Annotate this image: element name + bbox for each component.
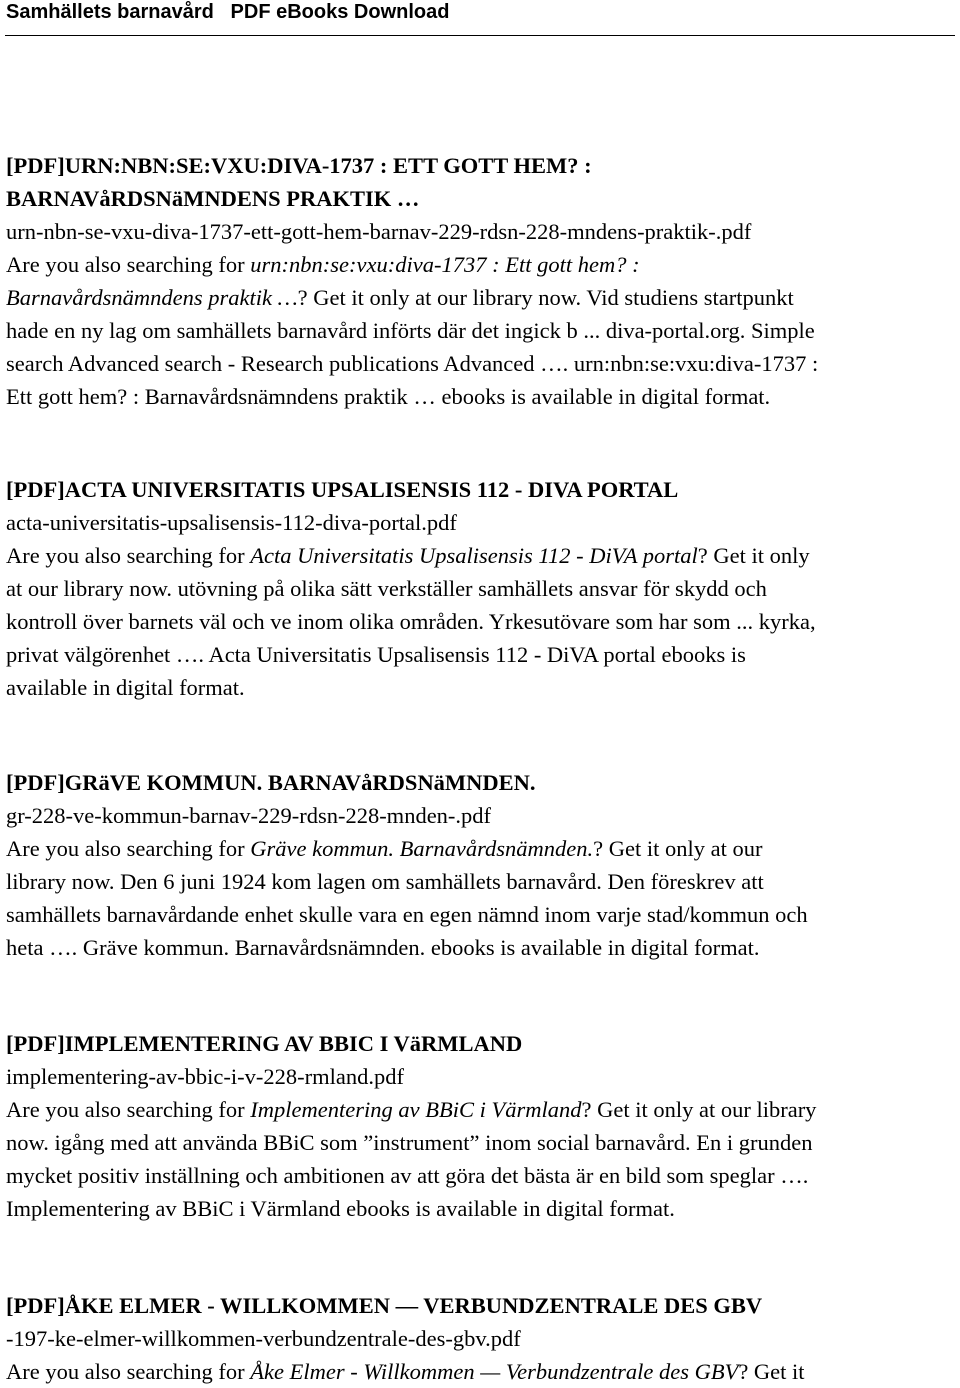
entry-search-term: Barnavårdsnämndens praktik … [6,285,298,310]
entry-title[interactable]: [PDF]URN:NBN:SE:VXU:DIVA-1737 : ETT GOTT HEM? : BARNAVåRDSNäMNDENS PRAKTIK … [6,153,592,211]
page-title [6,0,449,24]
entry-description-line: Are you also searching for urn:nbn:se:vxu:diva-1737 : Ett gott hem? : [6,252,640,277]
page-header [0,0,960,38]
entry-search-term: Gräve kommun. Barnavårdsnämnden. [250,836,594,861]
entry-description-line: available in digital format. [6,675,245,700]
header-divider [5,35,955,36]
ebook-entry [6,766,952,964]
entry-title[interactable]: [PDF]ÅKE ELMER - WILLKOMMEN — VERBUNDZENTRALE DES GBV [6,1293,763,1318]
entry-search-term: Implementering av BBiC i Värmland [250,1097,582,1122]
entry-search-term: Åke Elmer - Willkommen — Verbundzentrale des GBV [250,1359,739,1384]
ebook-entry [6,1289,952,1388]
entry-description-line: library now. Den 6 juni 1924 kom lagen om samhällets barnavård. Den föreskrev att [6,869,764,894]
entry-title[interactable]: [PDF]ACTA UNIVERSITATIS UPSALISENSIS 112 - DIVA PORTAL [6,477,679,502]
entry-description-line: mycket positiv inställning och ambitionen av att göra det bästa är en bild som speglar …. [6,1163,809,1188]
entry-filename[interactable]: urn-nbn-se-vxu-diva-1737-ett-gott-hem-barnav-229-rdsn-228-mndens-praktik-.pdf [6,219,752,244]
entry-filename[interactable]: gr-228-ve-kommun-barnav-229-rdsn-228-mnden-.pdf [6,803,492,828]
site-subtitle: PDF eBooks Download [230,1,450,23]
entry-description-line: privat välgörenhet …. Acta Universitatis Upsalisensis 112 - DiVA portal ebooks is [6,642,746,667]
entry-description-line: Implementering av BBiC i Värmland ebooks is available in digital format. [6,1196,675,1221]
entry-description-line: search Advanced search - Research publications Advanced …. urn:nbn:se:vxu:diva-1737 : [6,351,819,376]
entry-description-line: now. igång med att använda BBiC som ”instrument” inom social barnavård. En i grunden [6,1130,813,1155]
site-title: Samhällets barnavård [6,1,214,23]
entry-filename[interactable]: implementering-av-bbic-i-v-228-rmland.pdf [6,1064,404,1089]
entry-description-line: Are you also searching for Acta Universitatis Upsalisensis 112 - DiVA portal? Get it only [6,543,810,568]
entry-description-line: Ett gott hem? : Barnavårdsnämndens praktik … ebooks is available in digital format. [6,384,771,409]
ebook-entry [6,1027,952,1225]
entry-description-line: hade en ny lag om samhällets barnavård införts där det ingick b ... diva-portal.org. Simple [6,318,815,343]
entry-filename[interactable]: acta-universitatis-upsalisensis-112-diva-portal.pdf [6,510,457,535]
entry-description-line: Are you also searching for Åke Elmer - Willkommen — Verbundzentrale des GBV? Get it [6,1359,805,1384]
ebook-entry [6,473,952,704]
entry-description-line: heta …. Gräve kommun. Barnavårdsnämnden. ebooks is available in digital format. [6,935,760,960]
entry-description-line: Are you also searching for Implementering av BBiC i Värmland? Get it only at our library [6,1097,817,1122]
entry-description-line: kontroll över barnets väl och ve inom olika områden. Yrkesutövare som har som ... kyrka, [6,609,816,634]
entry-description-line: at our library now. utövning på olika sätt verkställer samhällets ansvar för skydd och [6,576,767,601]
entry-title[interactable]: [PDF]IMPLEMENTERING AV BBIC I VäRMLAND [6,1031,523,1056]
entry-search-term: Acta Universitatis Upsalisensis 112 - DiVA portal [250,543,698,568]
entry-description-line: Are you also searching for Gräve kommun. Barnavårdsnämnden.? Get it only at our [6,836,763,861]
entry-search-term: urn:nbn:se:vxu:diva-1737 : Ett gott hem? : [250,252,640,277]
entry-filename[interactable]: -197-ke-elmer-willkommen-verbundzentrale-des-gbv.pdf [6,1326,521,1351]
entry-description-line: Barnavårdsnämndens praktik …? Get it only at our library now. Vid studiens startpunkt [6,285,794,310]
entry-title[interactable]: [PDF]GRäVE KOMMUN. BARNAVåRDSNäMNDEN. [6,770,536,795]
ebook-entry [6,149,952,413]
entry-description-line: samhällets barnavårdande enhet skulle vara en egen nämnd inom varje stad/kommun och [6,902,808,927]
